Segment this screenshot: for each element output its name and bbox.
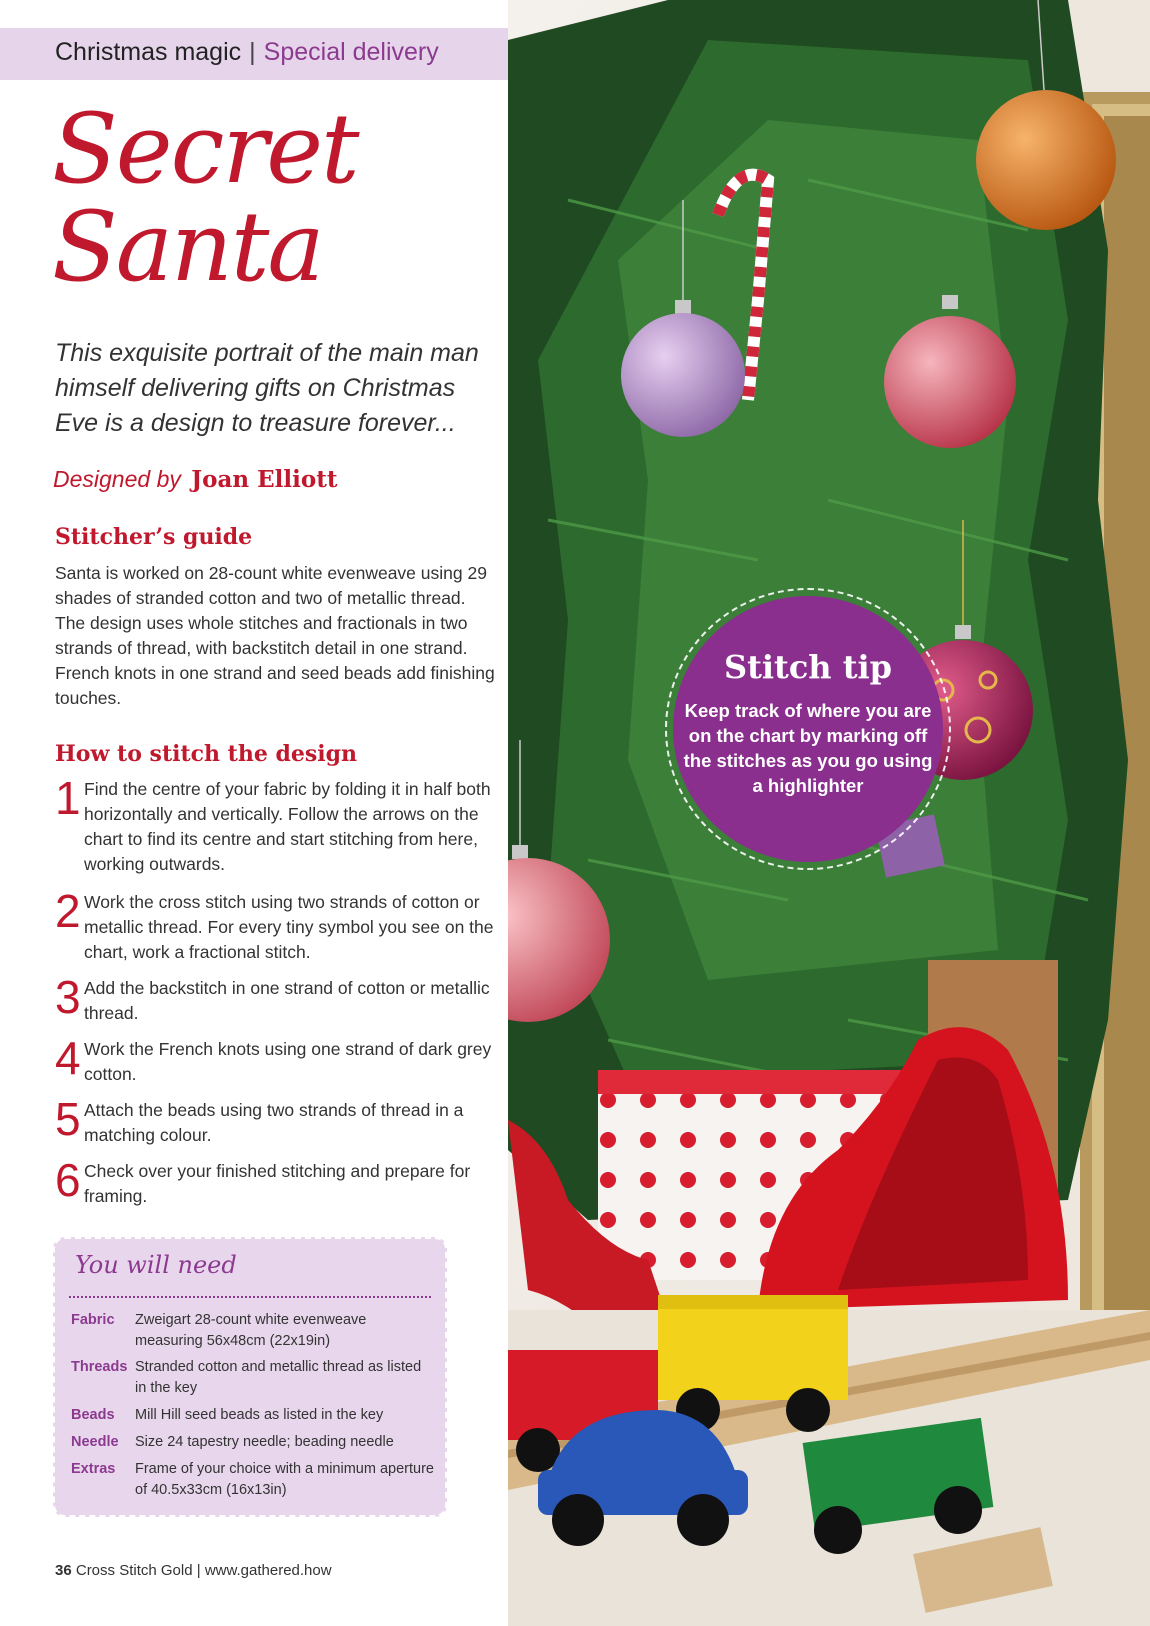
step-text: Add the backstitch in one strand of cotton or metallic thread. (84, 978, 490, 1023)
need-label: Threads (71, 1359, 128, 1375)
step-text: Find the centre of your fabric by folding it in half both horizontally and vertically. Follow the arrows on the chart to find its centre and start stitching from here, working outwards. (84, 779, 491, 874)
need-value: Frame of your choice with a minimum aperture of 40.5x33cm (16x13in) (135, 1461, 434, 1498)
designer-name: Joan Elliott (191, 466, 338, 493)
step-text: Attach the beads using two strands of thread in a matching colour. (84, 1100, 464, 1145)
need-label: Needle (71, 1434, 119, 1450)
page-number: 36 (55, 1562, 72, 1579)
need-label: Extras (71, 1461, 116, 1477)
need-value: Mill Hill seed beads as listed in the key (135, 1407, 384, 1423)
step-number: 1 (55, 772, 81, 824)
need-value: Size 24 tapestry needle; beading needle (135, 1434, 394, 1450)
tip-body: Keep track of where you are on the chart by marking off the stitches as you go using a highlighter (683, 700, 933, 796)
you-will-need-box (53, 1237, 447, 1517)
you-will-need-heading: You will need (75, 1251, 237, 1279)
guide-heading: Stitcher’s guide (55, 524, 253, 550)
website-url: www.gathered.how (204, 1562, 332, 1579)
step-text: Check over your finished stitching and prepare for framing. (84, 1161, 471, 1206)
designer-credit (53, 466, 337, 493)
need-value: Stranded cotton and metallic thread as listed in the key (135, 1359, 422, 1396)
article-column (0, 0, 508, 1626)
step-number: 6 (55, 1154, 81, 1206)
section-name: Christmas magic (55, 38, 242, 66)
step-number: 5 (55, 1093, 81, 1145)
howto-heading: How to stitch the design (55, 741, 357, 767)
need-value: Zweigart 28-count white evenweave measuring 56x48cm (22x19in) (135, 1312, 367, 1349)
step-number: 2 (55, 885, 81, 937)
page-footer (55, 1562, 332, 1579)
step-text: Work the cross stitch using two strands of cotton or metallic thread. For every tiny symbol you see on the chart, work a fractional stitch. (84, 892, 494, 962)
tip-title: Stitch tip (723, 648, 893, 686)
divider (69, 1296, 431, 1298)
step-number: 4 (55, 1032, 81, 1084)
intro-text: This exquisite portrait of the main man himself delivering gifts on Christmas Eve is a design to treasure forever... (55, 339, 479, 437)
footer-separator: | (196, 1562, 201, 1579)
header-separator: | (249, 38, 256, 66)
stitch-tip-badge (673, 596, 943, 862)
designer-prefix: Designed by (53, 466, 181, 492)
section-header (55, 38, 439, 67)
magazine-name: Cross Stitch Gold (75, 1562, 193, 1579)
title-line-2: Santa (52, 191, 323, 303)
need-label: Fabric (71, 1312, 115, 1328)
step-text: Work the French knots using one strand of dark grey cotton. (84, 1039, 492, 1084)
step-number: 3 (55, 971, 81, 1023)
title-line-1: Secret (52, 93, 358, 205)
subsection-name: Special delivery (263, 38, 439, 66)
article-title (52, 93, 358, 303)
need-label: Beads (71, 1407, 115, 1423)
guide-body: Santa is worked on 28-count white evenweave using 29 shades of stranded cotton and two of metallic thread. The design uses whole stitches and fractionals in two strands of thread, with backstitch detail in one strand. French knots in one strand and seed beads add finishing touches. (55, 563, 495, 708)
